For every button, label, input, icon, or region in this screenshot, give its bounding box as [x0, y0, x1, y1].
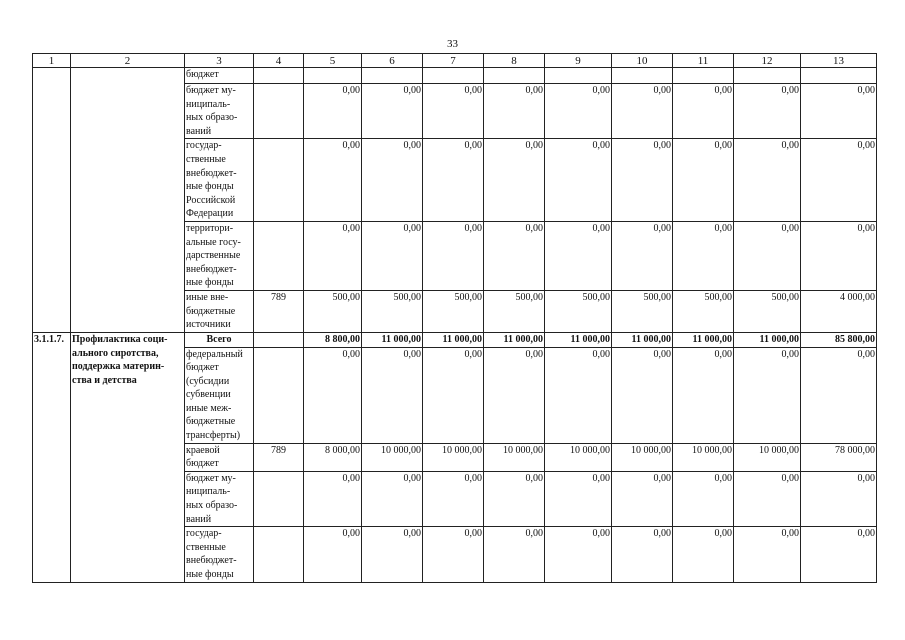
amount-cell: 10 000,00: [673, 443, 734, 471]
amount-cell: 8 800,00: [304, 332, 362, 347]
amount-cell: 0,00: [801, 84, 877, 139]
budget-code: [254, 347, 304, 443]
amount-cell: 0,00: [734, 84, 801, 139]
column-header-7: 7: [423, 54, 484, 68]
item-code: 3.1.1.7.: [33, 332, 71, 582]
funding-source: государ- ственные внебюджет- ные фонды Российской Федерации: [185, 139, 254, 222]
amount-cell: 0,00: [362, 527, 423, 582]
funding-source: иные вне- бюджетные источники: [185, 290, 254, 332]
amount-cell: 0,00: [673, 527, 734, 582]
amount-cell: 11 000,00: [423, 332, 484, 347]
amount-cell: 0,00: [484, 221, 545, 290]
page-number: 33: [447, 38, 458, 50]
amount-cell: 8 000,00: [304, 443, 362, 471]
amount-cell: 0,00: [304, 84, 362, 139]
amount-cell: [734, 68, 801, 84]
table-row: [33, 68, 877, 84]
amount-cell: 500,00: [545, 290, 612, 332]
funding-source: территори- альные госу- дарственные внебюджет- ные фонды: [185, 221, 254, 290]
column-header-8: 8: [484, 54, 545, 68]
budget-code: [254, 221, 304, 290]
amount-cell: 0,00: [304, 471, 362, 526]
amount-cell: 0,00: [612, 347, 673, 443]
amount-cell: 500,00: [612, 290, 673, 332]
amount-cell: [423, 68, 484, 84]
budget-code: [254, 471, 304, 526]
column-header-11: 11: [673, 54, 734, 68]
amount-cell: 0,00: [673, 471, 734, 526]
amount-cell: 0,00: [484, 139, 545, 222]
funding-source: Всего: [185, 332, 254, 347]
amount-cell: 0,00: [612, 527, 673, 582]
amount-cell: 0,00: [612, 471, 673, 526]
amount-cell: [801, 68, 877, 84]
amount-cell: 0,00: [612, 139, 673, 222]
funding-source: бюджет: [185, 68, 254, 84]
amount-cell: 0,00: [423, 84, 484, 139]
amount-cell: 0,00: [304, 221, 362, 290]
table-body: [33, 68, 877, 583]
column-header-5: 5: [304, 54, 362, 68]
amount-cell: 0,00: [673, 139, 734, 222]
amount-cell: 0,00: [362, 139, 423, 222]
amount-cell: 11 000,00: [484, 332, 545, 347]
amount-cell: [545, 68, 612, 84]
item-code: [33, 68, 71, 333]
amount-cell: 10 000,00: [545, 443, 612, 471]
amount-cell: 0,00: [612, 84, 673, 139]
amount-cell: 10 000,00: [734, 443, 801, 471]
item-title: [71, 68, 185, 333]
funding-source: краевой бюджет: [185, 443, 254, 471]
amount-cell: [484, 68, 545, 84]
amount-cell: 4 000,00: [801, 290, 877, 332]
amount-cell: 0,00: [423, 139, 484, 222]
budget-code: [254, 332, 304, 347]
amount-cell: 500,00: [362, 290, 423, 332]
amount-cell: 10 000,00: [423, 443, 484, 471]
amount-cell: 0,00: [362, 84, 423, 139]
budget-table: [32, 53, 877, 583]
column-header-13: 13: [801, 54, 877, 68]
amount-cell: 0,00: [801, 221, 877, 290]
column-header-9: 9: [545, 54, 612, 68]
amount-cell: 500,00: [423, 290, 484, 332]
amount-cell: [612, 68, 673, 84]
amount-cell: 0,00: [734, 221, 801, 290]
budget-code: 789: [254, 290, 304, 332]
funding-source: федеральный бюджет (субсидии субвенции иные меж- бюджетные трансферты): [185, 347, 254, 443]
amount-cell: 500,00: [734, 290, 801, 332]
amount-cell: 0,00: [362, 221, 423, 290]
amount-cell: 0,00: [362, 471, 423, 526]
amount-cell: 0,00: [484, 471, 545, 526]
column-header-12: 12: [734, 54, 801, 68]
amount-cell: [362, 68, 423, 84]
amount-cell: 0,00: [423, 527, 484, 582]
funding-source: бюджет му- ниципаль- ных образо- ваний: [185, 471, 254, 526]
amount-cell: 78 000,00: [801, 443, 877, 471]
item-title: Профилактика соци- ального сиротства, поддержка материн- ства и детства: [71, 332, 185, 582]
column-header-1: 1: [33, 54, 71, 68]
amount-cell: 0,00: [801, 347, 877, 443]
budget-code: [254, 68, 304, 84]
amount-cell: 0,00: [304, 527, 362, 582]
amount-cell: [673, 68, 734, 84]
amount-cell: 0,00: [801, 527, 877, 582]
amount-cell: 500,00: [484, 290, 545, 332]
column-header-10: 10: [612, 54, 673, 68]
amount-cell: 0,00: [304, 139, 362, 222]
amount-cell: 0,00: [612, 221, 673, 290]
amount-cell: 11 000,00: [673, 332, 734, 347]
amount-cell: 0,00: [673, 84, 734, 139]
amount-cell: 0,00: [362, 347, 423, 443]
amount-cell: 11 000,00: [612, 332, 673, 347]
amount-cell: 10 000,00: [362, 443, 423, 471]
amount-cell: 10 000,00: [484, 443, 545, 471]
amount-cell: 0,00: [423, 471, 484, 526]
amount-cell: 0,00: [801, 471, 877, 526]
budget-code: [254, 527, 304, 582]
amount-cell: 0,00: [484, 84, 545, 139]
column-header-3: 3: [185, 54, 254, 68]
total-row: [33, 332, 877, 347]
amount-cell: 0,00: [423, 347, 484, 443]
amount-cell: 0,00: [673, 221, 734, 290]
amount-cell: 85 800,00: [801, 332, 877, 347]
amount-cell: 0,00: [484, 347, 545, 443]
header-row: [33, 54, 877, 68]
amount-cell: 0,00: [734, 527, 801, 582]
amount-cell: 0,00: [484, 527, 545, 582]
amount-cell: 0,00: [673, 347, 734, 443]
amount-cell: 0,00: [545, 527, 612, 582]
table-header: [33, 54, 877, 68]
column-header-6: 6: [362, 54, 423, 68]
amount-cell: 10 000,00: [612, 443, 673, 471]
amount-cell: 0,00: [801, 139, 877, 222]
amount-cell: 500,00: [304, 290, 362, 332]
amount-cell: 11 000,00: [734, 332, 801, 347]
budget-code: [254, 139, 304, 222]
amount-cell: 0,00: [545, 471, 612, 526]
budget-code: [254, 84, 304, 139]
amount-cell: 0,00: [545, 221, 612, 290]
amount-cell: [304, 68, 362, 84]
amount-cell: 0,00: [545, 347, 612, 443]
amount-cell: 0,00: [423, 221, 484, 290]
amount-cell: 0,00: [734, 471, 801, 526]
funding-source: бюджет му- ниципаль- ных образо- ваний: [185, 84, 254, 139]
amount-cell: 0,00: [734, 139, 801, 222]
amount-cell: 500,00: [673, 290, 734, 332]
amount-cell: 0,00: [545, 84, 612, 139]
amount-cell: 0,00: [734, 347, 801, 443]
amount-cell: 11 000,00: [545, 332, 612, 347]
amount-cell: 0,00: [545, 139, 612, 222]
column-header-2: 2: [71, 54, 185, 68]
amount-cell: 0,00: [304, 347, 362, 443]
funding-source: государ- ственные внебюджет- ные фонды: [185, 527, 254, 582]
budget-code: 789: [254, 443, 304, 471]
amount-cell: 11 000,00: [362, 332, 423, 347]
column-header-4: 4: [254, 54, 304, 68]
